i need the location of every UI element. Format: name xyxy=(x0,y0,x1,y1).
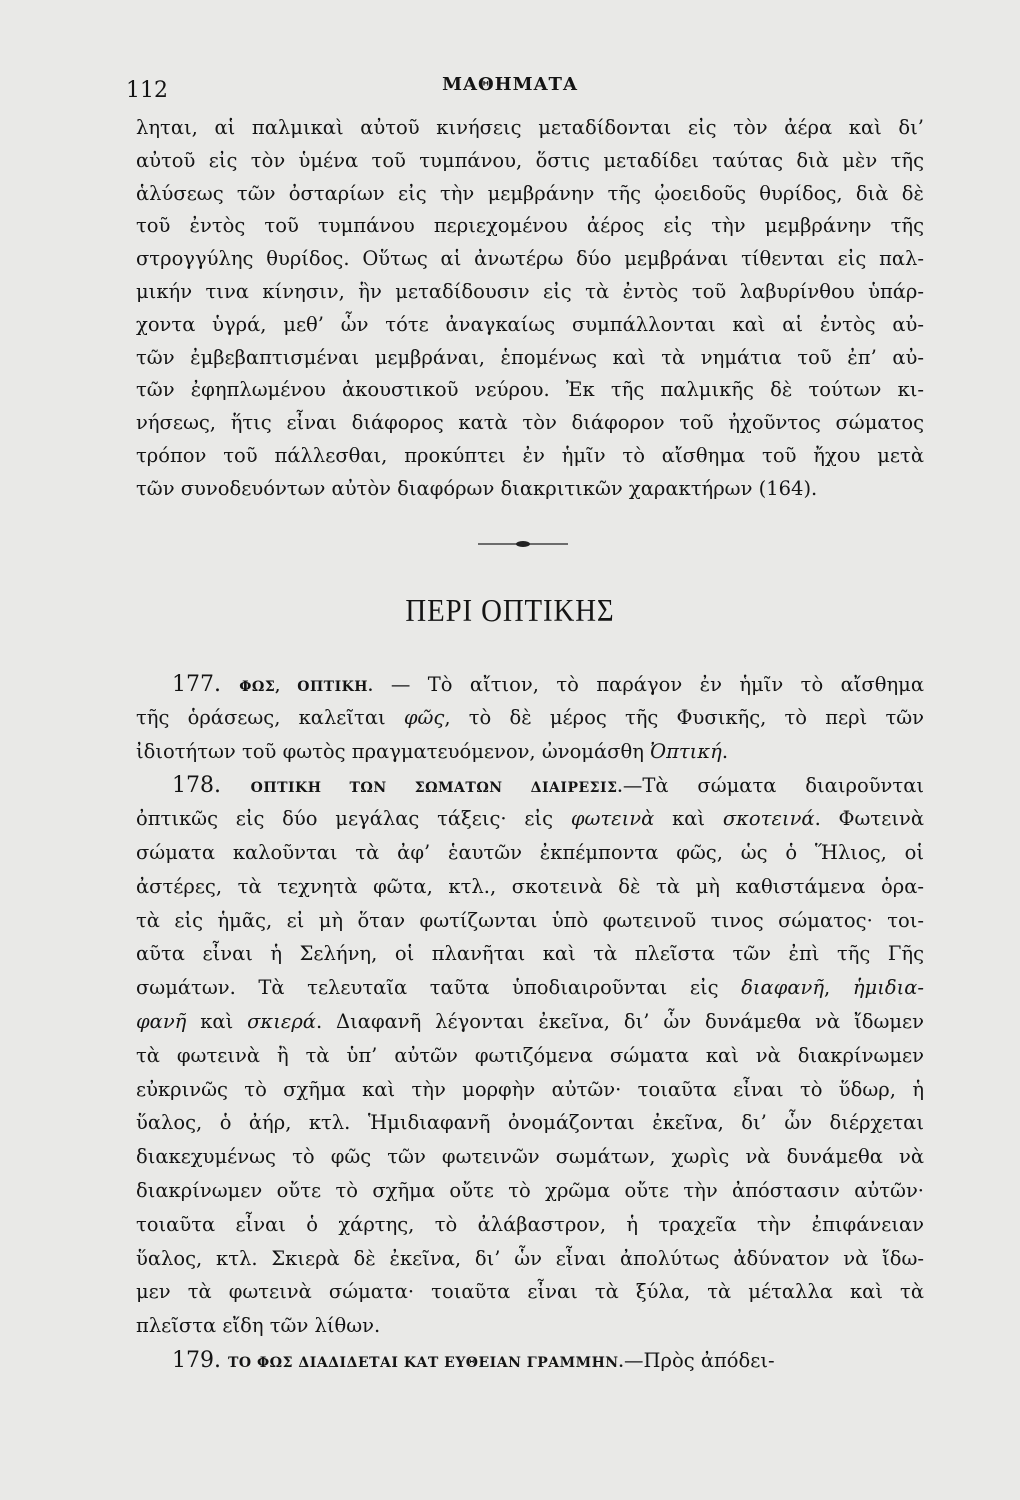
text-line xyxy=(136,149,924,172)
text-line xyxy=(136,909,924,932)
text-run: τῶν συνοδευόντων αὐτὸν διαφόρων διακριτικῶν χαρακτήρων (164). xyxy=(136,476,818,500)
text-run: πλεῖστα εἴδη τῶν λίθων. xyxy=(136,1314,381,1338)
text-line xyxy=(136,1280,924,1303)
text-run: , xyxy=(824,976,853,1000)
text-line xyxy=(136,1348,924,1373)
emphasis-text: ἡμιδια- xyxy=(852,976,924,1000)
emphasis-text: διαφανῆ xyxy=(741,976,825,1000)
text-run: στρογγύλης θυρίδος. Οὕτως αἱ ἀνωτέρω δύο μεμβράναι τίθενται εἰς παλ- xyxy=(136,247,924,271)
text-run: σωμάτων. Τὰ τελευταῖα ταῦτα ὑποδιαιροῦνται εἰς xyxy=(136,976,742,1000)
text-run: νήσεως, ἥτις εἶναι διάφορος κατὰ τὸν διάφορον τοῦ ἠχοῦντος σώματος xyxy=(136,411,924,435)
text-run: ἁλύσεως τῶν ὀσταρίων εἰς τὴν μεμβράνην τῆς ᾠοειδοῦς θυρίδος, διὰ δὲ xyxy=(136,181,924,205)
text-run: τρόπον τοῦ πάλλεσθαι, προκύπτει ἐν ἡμῖν τὸ αἴσθημα τοῦ ἤχου μετὰ xyxy=(136,444,924,467)
text-run: εὐκρινῶς τὸ σχῆμα καὶ τὴν μορφὴν αὐτῶν· τοιαῦτα εἶναι τὸ ὕδωρ, ἡ xyxy=(136,1077,924,1101)
text-line xyxy=(136,976,924,999)
text-line xyxy=(136,411,924,434)
text-run: ὕαλος, ὁ ἀήρ, κτλ. Ἡμιδιαφανῆ ὀνομάζονται ἐκεῖνα, δι’ ὧν διέρχεται xyxy=(136,1111,924,1135)
text-line xyxy=(136,182,924,205)
text-line xyxy=(136,672,924,697)
text-run: —Πρὸς ἀπόδει- xyxy=(623,1349,775,1372)
text-run: . Διαφανῆ λέγονται ἐκεῖνα, δι’ ὧν δυνάμεθα νὰ ἴδωμεν xyxy=(315,1010,924,1033)
text-run: αὐτοῦ εἰς τὸν ὑμένα τοῦ τυμπάνου, ὅστις μεταδίδει ταύτας διὰ μὲν τῆς xyxy=(136,148,924,172)
page-number: 112 xyxy=(126,78,168,103)
text-line xyxy=(136,1213,924,1236)
text-line xyxy=(136,214,924,237)
section-number: 179. xyxy=(172,1348,228,1373)
text-run: ἰδιοτήτων τοῦ φωτὸς πραγματευόμενον, ὠνομάσθη xyxy=(136,739,651,763)
text-run: τοῦ ἐντὸς τοῦ τυμπάνου περιεχομένου ἀέρος εἰς τὴν μεμβράνην τῆς xyxy=(136,214,924,238)
text-run: μεν τὰ φωτεινὰ σώματα· τοιαῦτα εἶναι τὰ ξύλα, τὰ μέταλλα καὶ τὰ xyxy=(136,1280,924,1304)
text-run: σώματα καλοῦνται τὰ ἀφ’ ἑαυτῶν ἐκπέμποντα φῶς, ὡς ὁ Ἥλιος, οἱ xyxy=(136,841,924,864)
text-run: μικήν τινα κίνησιν, ἣν μεταδίδουσιν εἰς τὰ ἐντὸς τοῦ λαβυρίνθου ὑπάρ- xyxy=(136,280,924,303)
text-line xyxy=(136,1111,924,1134)
text-run: — Τὸ αἴτιον, τὸ παράγον ἐν ἡμῖν τὸ αἴσθημα xyxy=(373,673,924,696)
text-line xyxy=(136,444,924,467)
text-line xyxy=(136,1247,924,1270)
section-title: ΤΟ ΦΩΣ ΔΙΑΔΙΔΕΤΑΙ ΚΑΤ ΕΥΘΕΙΑΝ ΓΡΑΜΜΗΝ. xyxy=(227,1355,624,1371)
text-line xyxy=(136,740,924,763)
text-line xyxy=(136,1145,924,1168)
text-line xyxy=(136,477,924,500)
text-line xyxy=(136,247,924,270)
text-run: . Φωτεινὰ xyxy=(814,807,924,831)
text-line xyxy=(136,346,924,369)
text-run: τῶν ἐμβεβαπτισμέναι μεμβράναι, ἑπομένως καὶ τὰ νημάτια τοῦ ἐπ’ αὐ- xyxy=(136,345,924,369)
emphasis-text: σκιερά xyxy=(247,1010,316,1033)
text-run: τῶν ἐφηπλωμένου ἀκουστικοῦ νεύρου. Ἐκ τῆς παλμικῆς δὲ τούτων κι- xyxy=(136,378,924,402)
text-line xyxy=(136,116,924,139)
text-line xyxy=(136,807,924,830)
emphasis-text: Ὀπτική xyxy=(650,739,722,763)
text-run: ληται, αἱ παλμικαὶ αὐτοῦ κινήσεις μεταδίδονται εἰς τὸν ἀέρα καὶ δι’ xyxy=(136,116,924,139)
emphasis-text: φωτεινὰ xyxy=(570,807,655,831)
text-line xyxy=(136,875,924,898)
text-run: διακεχυμένως τὸ φῶς τῶν φωτεινῶν σωμάτων, χωρὶς νὰ δυνάμεθα νὰ xyxy=(136,1145,924,1169)
ornament-divider xyxy=(478,540,568,548)
text-run: . xyxy=(721,739,729,763)
section-title: ΦΩΣ, ΟΠΤΙΚΗ. xyxy=(239,679,374,695)
text-run: τὰ φωτεινὰ ἢ τὰ ὑπ’ αὐτῶν φωτιζόμενα σώματα καὶ νὰ διακρίνωμεν xyxy=(136,1043,924,1067)
text-run: χοντα ὑγρά, μεθ’ ὧν τότε ἀναγκαίως συμπάλλονται καὶ αἱ ἐντὸς αὐ- xyxy=(136,312,924,336)
text-run: τὰ εἰς ἡμᾶς, εἰ μὴ ὅταν φωτίζωνται ὑπὸ φωτεινοῦ τινος σώματος· τοι- xyxy=(136,908,924,932)
text-run: καὶ xyxy=(186,1010,248,1033)
text-run: καὶ xyxy=(654,807,723,831)
text-run: , τὸ δὲ μέρος τῆς Φυσικῆς, τὸ περὶ τῶν xyxy=(444,705,925,729)
text-line xyxy=(136,378,924,401)
section-heading: ΠΕΡΙ ΟΠΤΙΚΗΣ xyxy=(405,592,615,628)
section-title: ΟΠΤΙΚΗ ΤΩΝ ΣΩΜΑΤΩΝ ΔΙΑΙΡΕΣΙΣ. xyxy=(250,780,623,797)
text-line xyxy=(136,313,924,336)
text-run: ὀπτικῶς εἰς δύο μεγάλας τάξεις· εἰς xyxy=(136,807,571,831)
text-line xyxy=(136,1010,924,1033)
text-run: —Τὰ σώματα διαιροῦνται xyxy=(622,774,925,798)
running-head: ΜΑΘΗΜΑΤΑ xyxy=(442,74,578,95)
text-line xyxy=(136,1044,924,1067)
text-run: τῆς ὁράσεως, καλεῖται xyxy=(136,705,404,729)
text-line xyxy=(136,841,924,864)
text-line xyxy=(136,706,924,729)
text-run: ὕαλος, κτλ. Σκιερὰ δὲ ἐκεῖνα, δι’ ὧν εἶναι ἀπολύτως ἀδύνατον νὰ ἴδω- xyxy=(136,1246,924,1270)
text-line xyxy=(136,942,924,965)
text-line xyxy=(136,1179,924,1202)
text-run: ἀστέρες, τὰ τεχνητὰ φῶτα, κτλ., σκοτεινὰ δὲ τὰ μὴ καθιστάμενα ὁρα- xyxy=(136,874,924,898)
emphasis-text: φανῆ xyxy=(136,1010,187,1033)
text-line xyxy=(136,280,924,303)
section-number: 177. xyxy=(172,672,240,697)
text-line xyxy=(136,1314,924,1337)
text-line xyxy=(136,773,924,798)
text-line xyxy=(136,1078,924,1101)
emphasis-text: φῶς xyxy=(403,705,445,729)
text-run: διακρίνωμεν οὔτε τὸ σχῆμα οὔτε τὸ χρῶμα οὔτε τὴν ἀπόστασιν αὐτῶν· xyxy=(136,1179,924,1202)
section-number: 178. xyxy=(172,773,251,799)
text-run: αῦτα εἶναι ἡ Σελήνη, οἱ πλανῆται καὶ τὰ πλεῖστα τῶν ἐπὶ τῆς Γῆς xyxy=(136,942,924,966)
emphasis-text: σκοτεινά xyxy=(722,807,815,831)
text-run: τοιαῦτα εἶναι ὁ χάρτης, τὸ ἀλάβαστρον, ἡ τραχεῖα τὴν ἐπιφάνειαν xyxy=(136,1212,924,1236)
